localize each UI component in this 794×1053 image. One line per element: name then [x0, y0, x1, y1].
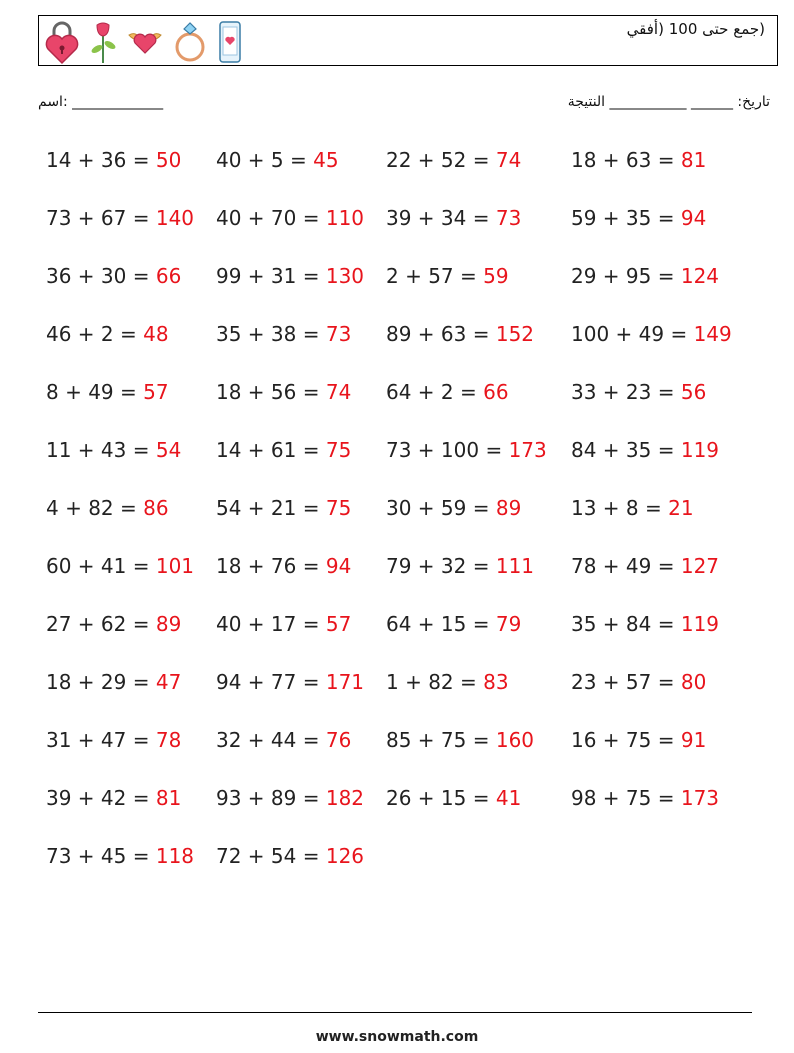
problem-answer: 80	[680, 670, 707, 694]
problem-equation: 84 + 35 =	[571, 438, 681, 462]
problem-equation: 32 + 44 =	[216, 728, 326, 752]
problem-equation: 93 + 89 =	[216, 786, 326, 810]
problem-answer: 182	[325, 786, 365, 810]
name-field: اسم: _____________	[38, 94, 164, 110]
problem-equation: 4 + 82 =	[46, 496, 144, 520]
problem-answer: 119	[680, 438, 720, 462]
problem-item	[216, 670, 364, 694]
problem-answer: 94	[680, 206, 707, 230]
problem-item	[386, 786, 521, 810]
problem-equation: 79 + 32 =	[386, 554, 496, 578]
problem-equation: 59 + 35 =	[571, 206, 681, 230]
problem-equation: 73 + 45 =	[46, 844, 156, 868]
problem-answer: 54	[155, 438, 182, 462]
problem-item	[216, 554, 351, 578]
problem-item	[46, 206, 194, 230]
problem-equation: 31 + 47 =	[46, 728, 156, 752]
problem-answer: 86	[143, 496, 169, 520]
problem-answer: 57	[143, 380, 169, 404]
problem-item	[571, 206, 706, 230]
problem-item	[216, 148, 339, 172]
problem-equation: 36 + 30 =	[46, 264, 156, 288]
problem-equation: 100 + 49 =	[571, 322, 694, 346]
problem-answer: 130	[325, 264, 365, 288]
problem-item	[216, 844, 364, 868]
problem-item	[216, 264, 364, 288]
problem-equation: 11 + 43 =	[46, 438, 156, 462]
problem-answer: 56	[680, 380, 707, 404]
problem-answer: 83	[483, 670, 509, 694]
problem-answer: 81	[680, 148, 707, 172]
problem-equation: 8 + 49 =	[46, 380, 144, 404]
problem-equation: 54 + 21 =	[216, 496, 326, 520]
problem-item	[46, 496, 169, 520]
problem-equation: 89 + 63 =	[386, 322, 496, 346]
problem-answer: 173	[680, 786, 720, 810]
problem-equation: 35 + 38 =	[216, 322, 326, 346]
problem-answer: 89	[495, 496, 522, 520]
problem-item	[216, 728, 351, 752]
date-score-field: تاريخ: ______ ___________ النتيجة	[567, 94, 770, 110]
problem-equation: 64 + 15 =	[386, 612, 496, 636]
problem-answer: 50	[155, 148, 182, 172]
problem-answer: 79	[495, 612, 522, 636]
problem-answer: 101	[155, 554, 195, 578]
problem-item	[46, 322, 169, 346]
problem-equation: 60 + 41 =	[46, 554, 156, 578]
problem-answer: 66	[483, 380, 509, 404]
problem-equation: 64 + 2 =	[386, 380, 484, 404]
problem-equation: 39 + 42 =	[46, 786, 156, 810]
problem-answer: 59	[483, 264, 509, 288]
problem-equation: 14 + 61 =	[216, 438, 326, 462]
problem-item	[571, 148, 706, 172]
problem-item	[571, 670, 706, 694]
problem-item	[46, 264, 181, 288]
footer-divider	[38, 1012, 752, 1013]
problem-item	[571, 612, 719, 636]
ring-icon	[173, 19, 207, 65]
problem-item	[571, 380, 706, 404]
problem-item	[386, 670, 509, 694]
worksheet-title: (جمع حتى 100 (أفقي	[626, 20, 765, 38]
problem-equation: 18 + 63 =	[571, 148, 681, 172]
problem-item	[386, 148, 521, 172]
problem-answer: 73	[325, 322, 352, 346]
problem-item	[386, 438, 547, 462]
problem-equation: 73 + 100 =	[386, 438, 509, 462]
problem-item	[216, 206, 364, 230]
problem-answer: 110	[325, 206, 365, 230]
problem-answer: 47	[155, 670, 182, 694]
problem-item	[216, 380, 351, 404]
problem-answer: 78	[155, 728, 182, 752]
problem-answer: 91	[680, 728, 707, 752]
problem-equation: 40 + 17 =	[216, 612, 326, 636]
problem-answer: 124	[680, 264, 720, 288]
problem-equation: 27 + 62 =	[46, 612, 156, 636]
problem-answer: 21	[668, 496, 694, 520]
problem-answer: 48	[143, 322, 169, 346]
problem-equation: 30 + 59 =	[386, 496, 496, 520]
problem-answer: 140	[155, 206, 195, 230]
problem-answer: 119	[680, 612, 720, 636]
problem-answer: 89	[155, 612, 182, 636]
problem-item	[46, 438, 181, 462]
problem-answer: 118	[155, 844, 195, 868]
problem-item	[46, 380, 169, 404]
problem-item	[571, 786, 719, 810]
problem-equation: 16 + 75 =	[571, 728, 681, 752]
problem-equation: 14 + 36 =	[46, 148, 156, 172]
problem-answer: 173	[508, 438, 547, 462]
problem-item	[46, 148, 181, 172]
problem-item	[216, 438, 351, 462]
phone-heart-icon	[217, 19, 243, 65]
problem-item	[46, 612, 181, 636]
problem-item	[386, 496, 521, 520]
problem-item	[46, 554, 194, 578]
heart-lock-icon	[45, 19, 79, 65]
problem-equation: 18 + 56 =	[216, 380, 326, 404]
problem-equation: 73 + 67 =	[46, 206, 156, 230]
problem-item	[386, 554, 534, 578]
problem-equation: 40 + 5 =	[216, 148, 314, 172]
problem-equation: 99 + 31 =	[216, 264, 326, 288]
problem-answer: 81	[155, 786, 182, 810]
problem-answer: 171	[325, 670, 365, 694]
problem-equation: 2 + 57 =	[386, 264, 484, 288]
problem-item	[46, 670, 181, 694]
problem-item	[46, 728, 181, 752]
problem-item	[571, 728, 706, 752]
problem-answer: 73	[495, 206, 522, 230]
problem-item	[46, 844, 194, 868]
rose-icon	[89, 19, 117, 65]
problem-item	[216, 322, 351, 346]
problem-answer: 41	[495, 786, 522, 810]
problem-equation: 39 + 34 =	[386, 206, 496, 230]
problem-item	[216, 786, 364, 810]
problem-equation: 22 + 52 =	[386, 148, 496, 172]
problem-answer: 74	[325, 380, 352, 404]
problem-equation: 98 + 75 =	[571, 786, 681, 810]
footer-website: www.snowmath.com	[315, 1029, 479, 1045]
problem-equation: 26 + 15 =	[386, 786, 496, 810]
problem-equation: 46 + 2 =	[46, 322, 144, 346]
problem-answer: 66	[155, 264, 182, 288]
problem-answer: 75	[325, 438, 352, 462]
problem-equation: 18 + 29 =	[46, 670, 156, 694]
problem-equation: 85 + 75 =	[386, 728, 496, 752]
problem-answer: 75	[325, 496, 352, 520]
problem-equation: 78 + 49 =	[571, 554, 681, 578]
problem-equation: 29 + 95 =	[571, 264, 681, 288]
problem-equation: 94 + 77 =	[216, 670, 326, 694]
problem-item	[386, 264, 509, 288]
problem-equation: 23 + 57 =	[571, 670, 681, 694]
problem-equation: 72 + 54 =	[216, 844, 326, 868]
problem-item	[571, 496, 694, 520]
problem-item	[571, 554, 719, 578]
problem-answer: 74	[495, 148, 522, 172]
icon-strip	[45, 19, 243, 65]
problem-answer: 160	[495, 728, 535, 752]
problem-answer: 94	[325, 554, 352, 578]
problem-item	[46, 786, 181, 810]
problem-item	[571, 322, 732, 346]
problem-equation: 18 + 76 =	[216, 554, 326, 578]
problem-item	[571, 438, 719, 462]
problem-equation: 13 + 8 =	[571, 496, 669, 520]
problem-equation: 40 + 70 =	[216, 206, 326, 230]
problem-equation: 35 + 84 =	[571, 612, 681, 636]
problem-answer: 127	[680, 554, 720, 578]
problem-item	[216, 496, 351, 520]
problem-answer: 45	[313, 148, 339, 172]
problem-answer: 152	[495, 322, 535, 346]
problem-equation: 1 + 82 =	[386, 670, 484, 694]
problem-answer: 57	[325, 612, 352, 636]
problem-item	[386, 612, 521, 636]
problem-item	[386, 206, 521, 230]
problem-item	[216, 612, 351, 636]
problem-answer: 149	[693, 322, 732, 346]
problem-item	[386, 322, 534, 346]
problem-answer: 76	[325, 728, 352, 752]
worksheet-header	[38, 15, 778, 66]
problem-answer: 126	[325, 844, 365, 868]
problem-equation: 33 + 23 =	[571, 380, 681, 404]
problem-answer: 111	[495, 554, 535, 578]
winged-heart-icon	[127, 19, 163, 65]
problem-item	[386, 380, 509, 404]
problem-item	[571, 264, 719, 288]
problem-item	[386, 728, 534, 752]
